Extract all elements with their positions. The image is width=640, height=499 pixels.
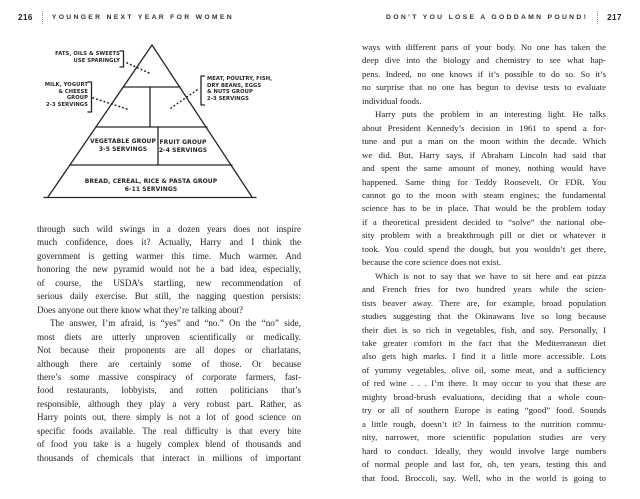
text-line: nity, narrower, more scientific population studies are very (362, 432, 606, 443)
text-line: of food you take is a hugely complex blend of thousands and (37, 439, 301, 450)
text-line: most diets are utterly unproven scientifically or medically. (37, 331, 301, 342)
left-page-text (37, 223, 301, 465)
text-line: of normal people and last for, oh, ten years, testing this and (362, 459, 606, 470)
figure-label-line: & NUTS GROUP (207, 89, 253, 96)
text-line: we did. But, Harry says, if Abraham Lincoln had said that (362, 149, 606, 160)
figure-label-line: USE SPARINGLY (73, 57, 120, 64)
left-running-head: YOUNGER NEXT YEAR FOR WOMEN (51, 14, 234, 21)
text-line: thousands of chemicals that interact in millions of important (37, 452, 301, 463)
figure-label-line: 2-3 SERVINGS (207, 95, 249, 102)
right-page-text (362, 41, 606, 485)
text-line: Does anyone out there know what they’re talking about? (37, 304, 244, 315)
text-line: of red wine . . . I’m there. It may occur to you that these are (362, 378, 606, 389)
text-line: and spent the same amount of money, nothing would have (362, 163, 606, 174)
text-line: cannot go to the moon with steam engines; the fundamental (362, 189, 606, 200)
pyramid-label-bread (76, 178, 226, 193)
text-line: deep dive into the biology and chemistry to see what hap- (362, 55, 606, 66)
text-line: science has to be in place. That would be the problem today (362, 203, 606, 214)
text-line: specific foods available. The real difficulty is that every bite (37, 425, 301, 436)
text-line: tists beaver away. There are, for example, broad population (362, 297, 606, 308)
header-separator (42, 11, 43, 24)
text-line: The answer, I’m afraid, is “yes” and “no.” On the “no” side, (50, 318, 301, 329)
milk-bracket (88, 82, 92, 112)
text-line: government is getting warmer this time. Much warmer. And (37, 250, 301, 261)
text-line: also gets high marks. I find it a little more accessible. Lots (362, 351, 606, 362)
text-line: although there are certainly some of those. Or because (37, 358, 301, 369)
text-line: a little rough, doesn’t it? In fairness to the nutrition commu- (362, 418, 606, 429)
text-line: Which is not to say that we have to sit here and eat pizza (375, 270, 606, 281)
text-line: individual foods. (362, 95, 422, 106)
right-running-head: DON’T YOU LOSE A GODDAMN POUND! (386, 14, 589, 21)
text-line: hard to conduct. Ideally, they would involve large numbers (362, 445, 606, 456)
figure-label-line: 2-4 SERVINGS (158, 146, 208, 154)
figure-label-line: FATS, OILS & SWEETS (55, 51, 120, 57)
meat-bracket (201, 76, 205, 105)
pyramid-label-fats (55, 51, 120, 64)
text-line: serious daily exercise. But still, the nagging question persists: (37, 291, 301, 302)
figure-label-line: GROUP (66, 95, 88, 102)
text-line: mighty broad-brush evaluations, deciding that a whole coun- (362, 391, 606, 402)
figure-label-line: MEAT, POULTRY, FISH, (207, 76, 273, 82)
text-line: happened. Same thing for Teddy Roosevelt. Or FDR. You (362, 176, 606, 187)
text-line: of yummy vegetables, olive oil, some meat, and a sufficiency (362, 364, 606, 375)
text-line: there’s some massive conspiracy of corporate farmers, fast- (37, 371, 301, 382)
header-separator (597, 11, 598, 24)
figure-label-line: 2-3 SERVINGS (46, 101, 88, 108)
figure-label-line: 6-11 SERVINGS (124, 185, 178, 193)
text-line: that food. Broccoli, say. Well, who in the world is going to (362, 472, 606, 483)
figure-label-line: DRY BEANS, EGGS (207, 82, 262, 89)
text-line: take greater comfort in the fact that the Mediterranean diet (362, 337, 606, 348)
text-line: pens. Indeed, no one knows if it’s possible to do so. So it’s (362, 68, 606, 79)
text-line: Harry puts the problem in an interesting light. He talks (375, 109, 606, 120)
text-line: because the core science does not exist. (362, 257, 501, 268)
text-line: studies suggesting that the Okinawans live so long because (362, 311, 606, 322)
text-line: Harry points out, there simply is not a lot of good science on (37, 412, 301, 423)
text-line: no surprise that no one has begun to devise tests to evaluate (362, 82, 606, 93)
text-line: food restaurants, lobbyists, and rotten politicians that’s (37, 385, 301, 396)
right-page-number: 217 (607, 13, 622, 22)
figure-label-line: MILK, YOGURT (44, 82, 88, 88)
text-line: and French fries for two hundred years while the scien- (362, 284, 606, 295)
pyramid-label-meat (207, 76, 272, 102)
left-page-number: 216 (18, 13, 33, 22)
figure-label-line: 3-5 SERVINGS (98, 145, 148, 153)
text-line: if a theoretical president decided to “solve” the national obe- (362, 216, 606, 227)
food-pyramid-figure (30, 40, 320, 210)
text-line: responsible, although they play a very robust part. Rather, as (37, 398, 301, 409)
figure-label-line: FRUIT GROUP (159, 139, 207, 146)
text-line: tune and put a man on the moon within the decade. Which (362, 136, 606, 147)
text-line: try or all of southern Europe is eating “good” food. Sounds (362, 405, 606, 416)
text-line: about President Kennedy’s decision in 1961 to spend a for- (362, 122, 606, 133)
figure-label-line: VEGETABLE GROUP (89, 138, 157, 145)
text-line: their diet is so rich in vegetables, fish, and soy. Personally, I (362, 324, 606, 335)
figure-label-line: & CHEESE (58, 88, 88, 95)
text-line: honoring the new pyramid would not be a bad idea, especially, (37, 264, 301, 275)
text-line: of course, the USDA’s startling, new recommendation of (37, 277, 301, 288)
text-line: ways with different parts of your body. No one has taken the (362, 42, 606, 52)
left-page-header (18, 11, 234, 24)
text-line: sity problem with a breakthrough pill or diet or whatever it (362, 230, 606, 241)
figure-label-line: BREAD, CEREAL, RICE & PASTA GROUP (84, 178, 218, 185)
pyramid-label-fruit (146, 139, 220, 154)
text-line: Not because their proponents are all dopes or charlatans, (37, 345, 301, 356)
text-line: took. You could spend the dough, but you wouldn’t get there, (362, 243, 606, 254)
text-line: much confidence, does it? Actually, Harry and I think the (37, 237, 301, 248)
text-line: through such wild swings in a dozen years does not inspire (37, 224, 301, 234)
right-page-header (386, 11, 622, 24)
fats-bracket (120, 51, 124, 67)
pyramid-label-milk (45, 82, 88, 108)
